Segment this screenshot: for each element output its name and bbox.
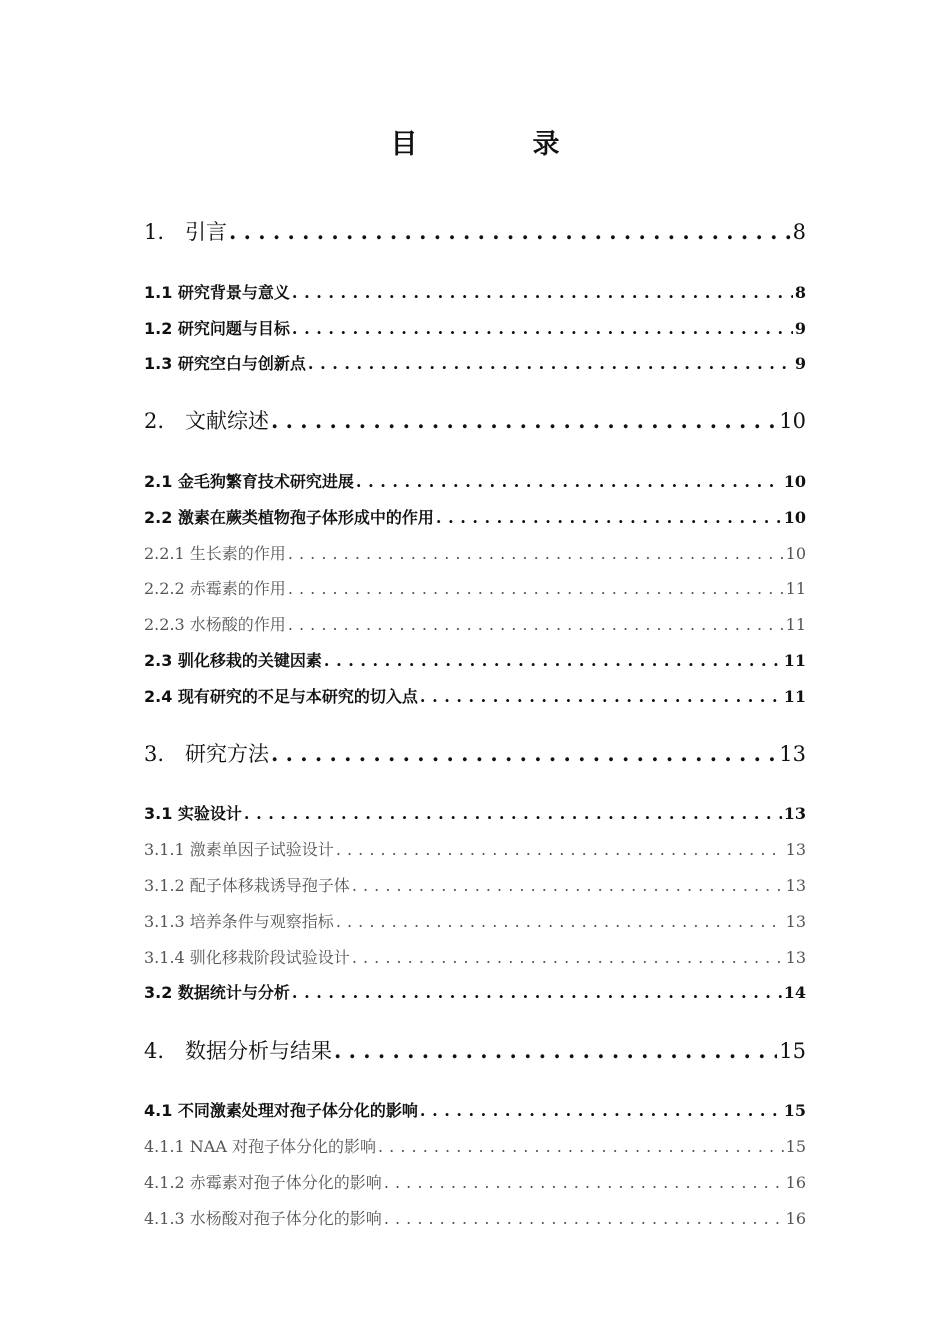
toc-entry-label: 3.1 实验设计 [144, 804, 242, 823]
toc-page-number: 10 [785, 544, 806, 563]
dot-leader [271, 408, 777, 433]
dot-leader [384, 1173, 784, 1192]
toc-entry-label: 4.1 不同激素处理对孢子体分化的影响 [144, 1101, 418, 1120]
dot-leader [324, 651, 782, 670]
toc-entry-2-2-2[interactable] [144, 576, 806, 599]
toc-entry-4-1[interactable] [144, 1098, 806, 1121]
toc-entry-label: 1.2 研究问题与目标 [144, 319, 290, 338]
toc-entry-label: 2.2 激素在蕨类植物孢子体形成中的作用 [144, 508, 434, 527]
toc-entry-4-1-2[interactable] [144, 1170, 806, 1193]
dot-leader [352, 876, 784, 895]
dot-leader [229, 219, 791, 244]
dot-leader [420, 687, 782, 706]
toc-entry-1-3[interactable] [144, 351, 806, 374]
toc-page-number: 13 [785, 840, 806, 859]
dot-leader [288, 579, 784, 598]
dot-leader [271, 741, 777, 766]
toc-entry-label: 3.1.2 配子体移栽诱导孢子体 [144, 876, 350, 895]
toc-entry-label: 2.1 金毛狗繁育技术研究进展 [144, 472, 354, 491]
toc-entry-4-1-3[interactable] [144, 1206, 806, 1229]
dot-leader [292, 319, 793, 338]
toc-page-number: 8 [794, 283, 806, 302]
toc-page-number: 11 [783, 687, 806, 706]
dot-leader [352, 948, 784, 967]
toc-entry-label: 2.2.3 水杨酸的作用 [144, 615, 286, 634]
toc-page-number: 15 [783, 1101, 806, 1120]
toc-page-number: 8 [792, 220, 806, 244]
toc-entry-label: 2.4 现有研究的不足与本研究的切入点 [144, 687, 418, 706]
toc-entry-label: 1.1 研究背景与意义 [144, 283, 290, 302]
toc-entry-1-1[interactable] [144, 280, 806, 303]
dot-leader [336, 912, 784, 931]
dot-leader [420, 1101, 782, 1120]
toc-page-number: 10 [783, 508, 806, 527]
toc-entry-3[interactable] [144, 738, 806, 768]
toc-entry-1-2[interactable] [144, 316, 806, 339]
toc-entry-label: 1. 引言 [144, 220, 228, 244]
toc-entry-label: 3.1.3 培养条件与观察指标 [144, 912, 334, 931]
toc-entry-2[interactable] [144, 405, 806, 435]
toc-page-number: 9 [794, 319, 806, 338]
toc-page-number: 10 [783, 472, 806, 491]
toc-page-number: 13 [785, 876, 806, 895]
toc-entry-label: 3.1.4 驯化移栽阶段试验设计 [144, 948, 350, 967]
toc-page-number: 11 [783, 651, 806, 670]
toc-page-number: 11 [785, 579, 806, 598]
toc-entry-label: 4.1.1 NAA 对孢子体分化的影响 [144, 1137, 376, 1156]
toc-page-number: 16 [785, 1209, 806, 1228]
toc-entry-label: 1.3 研究空白与创新点 [144, 354, 306, 373]
toc-entry-3-1-2[interactable] [144, 873, 806, 896]
toc-entry-3-1-1[interactable] [144, 837, 806, 860]
toc-entry-2-2[interactable] [144, 505, 806, 528]
toc-page-number: 11 [785, 615, 806, 634]
page-title: 目 录 [390, 129, 604, 160]
dot-leader [384, 1209, 784, 1228]
toc-entry-label: 4. 数据分析与结果 [144, 1039, 333, 1063]
toc-entry-4[interactable] [144, 1035, 806, 1065]
toc-entry-label: 2.2.1 生长素的作用 [144, 544, 286, 563]
dot-leader [356, 472, 782, 491]
toc-entry-label: 3.1.1 激素单因子试验设计 [144, 840, 334, 859]
toc-entry-label: 2. 文献综述 [144, 409, 270, 433]
toc-entry-4-1-1[interactable] [144, 1134, 806, 1157]
toc-entry-3-1-4[interactable] [144, 945, 806, 968]
dot-leader [288, 544, 784, 563]
toc-entry-3-1[interactable] [144, 801, 806, 824]
toc-entry-label: 4.1.2 赤霉素对孢子体分化的影响 [144, 1173, 382, 1192]
toc-page-number: 13 [785, 948, 806, 967]
toc-entry-label: 3.2 数据统计与分析 [144, 983, 290, 1002]
toc-page-number: 16 [785, 1173, 806, 1192]
toc-entry-1[interactable] [144, 216, 806, 246]
toc-entry-3-2[interactable] [144, 980, 806, 1003]
dot-leader [244, 804, 782, 823]
toc-page-number: 15 [779, 1039, 806, 1063]
toc-entry-label: 4.1.3 水杨酸对孢子体分化的影响 [144, 1209, 382, 1228]
dot-leader [288, 615, 784, 634]
toc-page-number: 13 [783, 804, 806, 823]
toc-entry-2-2-1[interactable] [144, 541, 806, 564]
toc-page-number: 15 [785, 1137, 806, 1156]
toc-entry-2-4[interactable] [144, 684, 806, 707]
dot-leader [378, 1137, 784, 1156]
toc-entry-label: 3. 研究方法 [144, 742, 270, 766]
toc-page-number: 9 [794, 354, 806, 373]
toc-page-number: 13 [785, 912, 806, 931]
toc-entry-label: 2.3 驯化移栽的关键因素 [144, 651, 322, 670]
toc-page-number: 13 [779, 742, 806, 766]
dot-leader [336, 840, 784, 859]
toc-entry-2-2-3[interactable] [144, 612, 806, 635]
dot-leader [292, 283, 793, 302]
toc-entry-3-1-3[interactable] [144, 909, 806, 932]
toc-entry-2-3[interactable] [144, 648, 806, 671]
toc-page-number: 14 [783, 983, 806, 1002]
toc-entry-label: 2.2.2 赤霉素的作用 [144, 579, 286, 598]
toc-entry-2-1[interactable] [144, 469, 806, 492]
dot-leader [308, 354, 793, 373]
dot-leader [436, 508, 782, 527]
toc-page-number: 10 [779, 409, 806, 433]
dot-leader [292, 983, 782, 1002]
dot-leader [334, 1038, 777, 1063]
